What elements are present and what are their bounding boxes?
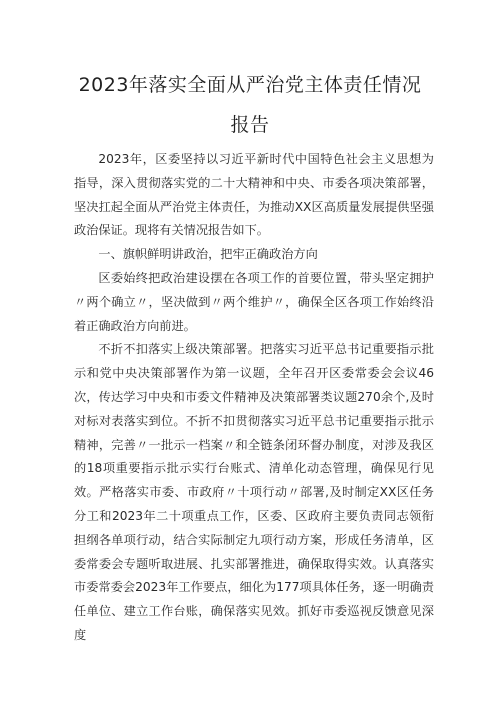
intro-paragraph: 2023年，区委坚持以习近平新时代中国特色社会主义思想为指导，深入贯彻落实党的二十大精神和中央、市委各项决策部署，坚决扛起全面从严治党主体责任，为推动XX区高质量发展提供坚强政治保证。现将有关情况报告如下。 (74, 152, 434, 238)
section-1-paragraph-1: 区委始终把政治建设摆在各项工作的首要位置，带头坚定拥护〃两个确立〃，坚决做到〃两个维护〃，确保全区各项工作始终沿着正确政治方向前进。 (74, 270, 434, 333)
section-heading-1: 一、旗帜鲜明讲政治，把牢正确政治方向 (98, 247, 318, 262)
document-title-line-2: 报告 (230, 114, 270, 136)
section-1-paragraph-2: 不折不扣落实上级决策部署。把落实习近平总书记重要指示批示和党中央决策部署作为第一议题，全年召开区委常委会会议46次，传达学习中央和市委文件精神及决策部署类议题270余个,及时对标对表落实到位。不折不扣贯彻落实习近平总书记重要指示批示精神，完善〃一批示一档案〃和全链条闭环督办制度，对涉及我区的18项重要指示批示实行台账式、清单化动态管理，确保见行见效。严格落实市委、市政府〃十项行动〃部署,及时制定XX区任务分工和2023年二十项重点工作，区委、区政府主要负责同志领衔担纲各单项行动，结合实际制定九项行动方案，形成任务清单，区委常委会专题听取进展、扎实部署推进，确保取得实效。认真落实市委常委会2023年工作要点，细化为177项具体任务，逐一明确责任单位、建立工作台账，确保落实见效。抓好市委巡视反馈意见深度 (74, 342, 434, 642)
document-title-line-1: 2023年落实全面从严治党主体责任情况 (78, 74, 422, 96)
document-body (74, 148, 434, 648)
